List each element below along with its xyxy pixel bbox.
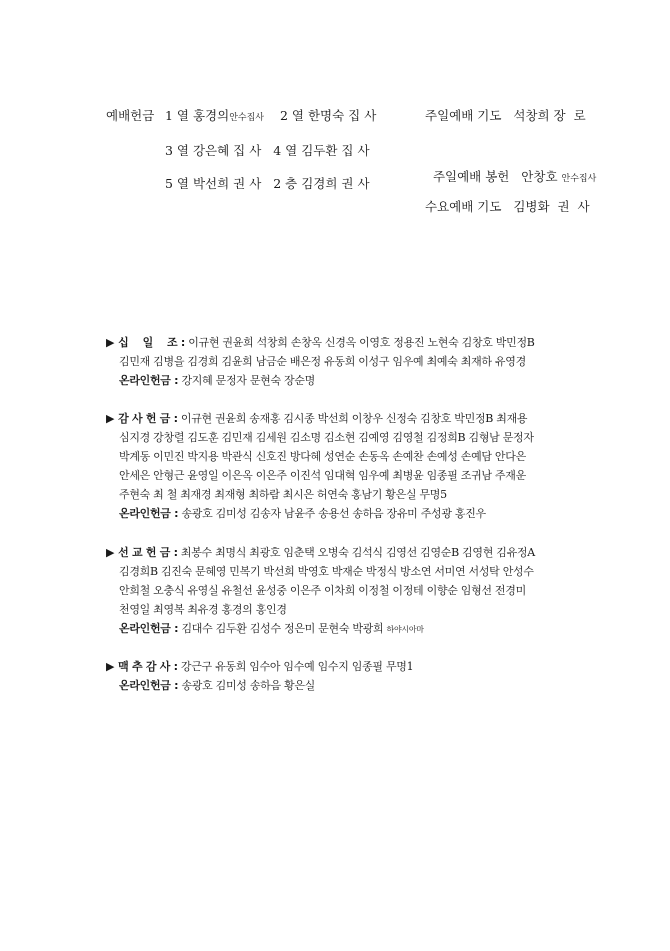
triangle-bullet-icon: ▶ (106, 660, 115, 673)
triangle-bullet-icon: ▶ (106, 412, 115, 425)
triangle-bullet-icon: ▶ (106, 546, 115, 559)
section-harvest: ▶ 맥 추 감 사 : 강근구 유동희 임수아 임수예 임수지 임종필 무명1 온라인헌금 : 송광호 김미성 송하음 황은실 (106, 660, 414, 692)
sunday-offering: 주일예배 봉헌 안창호 안수집사 (432, 169, 597, 184)
triangle-bullet-icon: ▶ (106, 336, 115, 349)
wednesday-prayer: 수요예배 기도 김병화 권 사 (425, 199, 590, 214)
offering-row-1: 1 열 홍경의안수집사 2 열 한명숙 집 사 (165, 108, 377, 123)
section-missions: ▶ 선 교 헌 금 : 최봉수 최명식 최광호 임춘택 오병숙 김석식 김영선 김영순B 김영현 김유정A 김경희B 김진숙 문혜영 민복기 박선희 박영호 박재순 박정식 방소연 서미연 서성탁 안성수 안희철 오충식 유영실 유철선 윤성중 이은주 이차희 이정철 이정테 이향순 임형선 전경미 천영일 최영복 최유경 홍경의 홍인경 온라인헌금 : 김대수 김두환 김성수 정은미 문현숙 박광희 하야시아마 (106, 546, 535, 635)
section-thanks: ▶ 감 사 헌 금 : 이규현 권윤희 송재홍 김시종 박선희 이창우 신정숙 김창호 박민정B 최재용 심지경 강창렬 김도훈 김민재 김세원 김소명 김소현 김예영 김영철 김정희B 김형남 문정자 박계동 이민진 박지용 박관식 신호진 방다혜 성연순 손동옥 손예찬 손예성 손예담 안다은 안세은 안형근 윤영일 이은옥 이은주 이진석 임대혁 임우예 최병윤 임종필 조귀남 주재운 주현숙 최 철 최재경 최재형 최하람 최시은 허연숙 홍남기 황은실 무명5 온라인헌금 : 송광호 김미성 김송자 남윤주 송용선 송하음 장유미 주성광 홍진우 (106, 412, 534, 520)
sunday-prayer: 주일예배 기도 석창희 장 로 (425, 108, 586, 123)
offering-row-3: 5 열 박선희 권 사 2 층 김경희 권 사 (165, 176, 370, 191)
section-tithe: ▶ 십 일 조 : 이규현 권윤희 석창희 손창옥 신경옥 이영호 정용진 노현숙 김창호 박민정B 김민재 김병을 김경희 김윤희 남금순 배은정 유동희 이성구 임우예 최예숙 최재하 유영경 온라인헌금 : 강지혜 문정자 문현숙 장순명 (106, 336, 535, 387)
offering-label: 예배헌금 (106, 108, 155, 123)
offering-row-2: 3 열 강은혜 집 사 4 열 김두환 집 사 (165, 143, 370, 158)
